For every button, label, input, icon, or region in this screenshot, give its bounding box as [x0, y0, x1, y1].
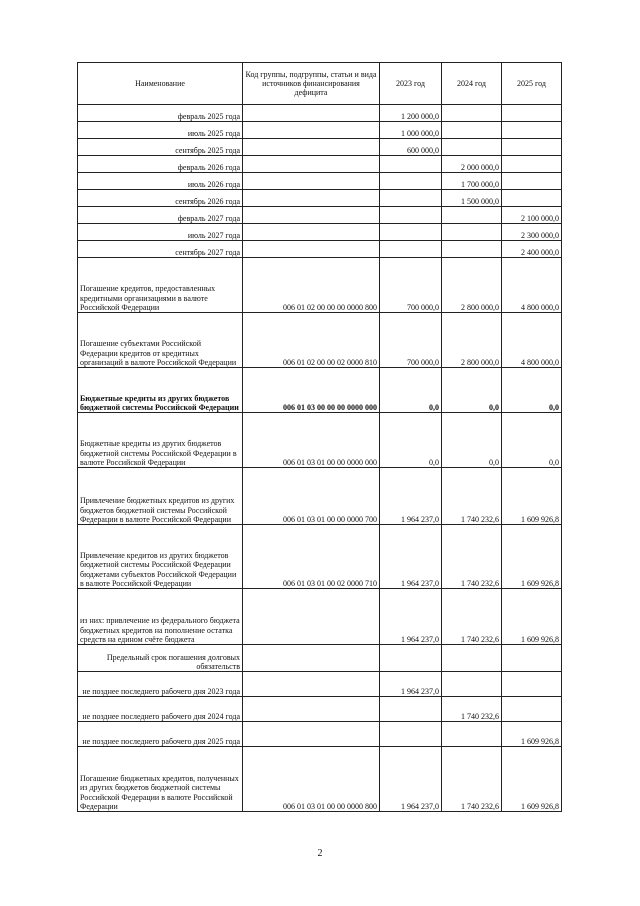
row-code [243, 207, 380, 224]
table-row [78, 672, 562, 697]
row-name: Погашение бюджетных кредитов, полученных из других бюджетов бюджетной системы Российской Федерации в валюте Российской Федерации [78, 747, 243, 812]
row-value-2024 [442, 105, 502, 122]
row-value-2024: 0,0 [442, 368, 502, 413]
row-name: Погашение кредитов, предоставленных кредитными организациями в валюте Российской Федерации [78, 258, 243, 313]
row-value-2024 [442, 672, 502, 697]
table-row [78, 241, 562, 258]
header-code: Код группы, подгруппы, статьи и вида источников финансирования дефицита [243, 63, 380, 105]
row-name: июль 2027 года [78, 224, 243, 241]
row-code: 006 01 03 01 00 02 0000 710 [243, 525, 380, 589]
header-year-2023: 2023 год [380, 63, 442, 105]
row-value-2024 [442, 241, 502, 258]
row-value-2023 [380, 190, 442, 207]
row-code [243, 241, 380, 258]
row-value-2024 [442, 207, 502, 224]
row-code: 006 01 03 01 00 00 0000 800 [243, 747, 380, 812]
table-row [78, 105, 562, 122]
row-value-2024: 0,0 [442, 413, 502, 468]
row-name: февраль 2026 года [78, 156, 243, 173]
row-name: Погашение субъектами Российской Федерации кредитов от кредитных организаций в валюте Российской Федерации [78, 313, 243, 368]
table-row [78, 589, 562, 645]
row-name: сентябрь 2027 года [78, 241, 243, 258]
row-code [243, 139, 380, 156]
row-code [243, 190, 380, 207]
row-value-2025: 0,0 [502, 413, 562, 468]
row-value-2024: 1 740 232,6 [442, 747, 502, 812]
row-code: 006 01 03 01 00 00 0000 700 [243, 468, 380, 525]
row-value-2023: 1 964 237,0 [380, 672, 442, 697]
row-value-2023 [380, 173, 442, 190]
row-value-2024: 2 800 000,0 [442, 313, 502, 368]
table-row [78, 468, 562, 525]
row-value-2023: 600 000,0 [380, 139, 442, 156]
row-code: 006 01 02 00 00 00 0000 800 [243, 258, 380, 313]
row-name: Предельный срок погашения долговых обязательств [78, 645, 243, 672]
row-value-2025: 4 800 000,0 [502, 313, 562, 368]
row-value-2023: 0,0 [380, 413, 442, 468]
row-name: июль 2026 года [78, 173, 243, 190]
row-value-2024: 1 740 232,6 [442, 468, 502, 525]
table-header-row [78, 63, 562, 105]
row-value-2025: 1 609 926,8 [502, 747, 562, 812]
row-name: февраль 2027 года [78, 207, 243, 224]
row-value-2025 [502, 139, 562, 156]
row-value-2023 [380, 645, 442, 672]
row-code [243, 722, 380, 747]
table-row [78, 156, 562, 173]
row-value-2024: 2 000 000,0 [442, 156, 502, 173]
row-value-2023 [380, 207, 442, 224]
row-value-2025 [502, 156, 562, 173]
row-value-2023 [380, 722, 442, 747]
table-row [78, 190, 562, 207]
row-value-2025: 2 300 000,0 [502, 224, 562, 241]
row-value-2024: 1 740 232,6 [442, 589, 502, 645]
row-name: Привлечение кредитов из других бюджетов бюджетной системы Российской Федерации бюджетами субъектов Российской Федерации в валюте Российской Федерации [78, 525, 243, 589]
row-code [243, 697, 380, 722]
row-value-2025: 1 609 926,8 [502, 468, 562, 525]
row-value-2025: 2 400 000,0 [502, 241, 562, 258]
table-row [78, 525, 562, 589]
row-value-2025: 4 800 000,0 [502, 258, 562, 313]
row-value-2023: 1 000 000,0 [380, 122, 442, 139]
row-name: февраль 2025 года [78, 105, 243, 122]
row-value-2025 [502, 190, 562, 207]
row-code [243, 173, 380, 190]
financing-table [77, 62, 562, 812]
row-name: июль 2025 года [78, 122, 243, 139]
table-row [78, 139, 562, 156]
row-value-2023: 0,0 [380, 368, 442, 413]
row-value-2025 [502, 697, 562, 722]
row-code [243, 645, 380, 672]
row-value-2024 [442, 139, 502, 156]
table-row [78, 722, 562, 747]
row-name: сентябрь 2025 года [78, 139, 243, 156]
row-code: 006 01 03 00 00 00 0000 000 [243, 368, 380, 413]
row-code [243, 589, 380, 645]
row-name: не позднее последнего рабочего дня 2024 года [78, 697, 243, 722]
row-name: не позднее последнего рабочего дня 2025 года [78, 722, 243, 747]
table-row [78, 645, 562, 672]
table-row [78, 173, 562, 190]
row-value-2023 [380, 224, 442, 241]
row-name: Бюджетные кредиты из других бюджетов бюджетной системы Российской Федерации [78, 368, 243, 413]
table-row [78, 207, 562, 224]
table-row [78, 258, 562, 313]
table-row [78, 697, 562, 722]
header-name: Наименование [78, 63, 243, 105]
row-value-2024: 1 500 000,0 [442, 190, 502, 207]
row-value-2024: 1 700 000,0 [442, 173, 502, 190]
row-value-2023: 1 200 000,0 [380, 105, 442, 122]
row-value-2024: 1 740 232,6 [442, 697, 502, 722]
table-row [78, 224, 562, 241]
row-value-2025: 2 100 000,0 [502, 207, 562, 224]
row-name: из них: привлечение из федерального бюджета бюджетных кредитов на пополнение остатка средств на едином счёте бюджета [78, 589, 243, 645]
table-row [78, 413, 562, 468]
row-value-2025: 1 609 926,8 [502, 722, 562, 747]
row-name: Бюджетные кредиты из других бюджетов бюджетной системы Российской Федерации в валюте Российской Федерации [78, 413, 243, 468]
row-value-2023: 1 964 237,0 [380, 525, 442, 589]
row-value-2025 [502, 105, 562, 122]
row-name: Привлечение бюджетных кредитов из других бюджетов бюджетной системы Российской Федерации в валюте Российской Федерации [78, 468, 243, 525]
row-value-2023: 1 964 237,0 [380, 468, 442, 525]
table-row [78, 368, 562, 413]
row-name: сентябрь 2026 года [78, 190, 243, 207]
row-value-2025: 1 609 926,8 [502, 589, 562, 645]
row-name: не позднее последнего рабочего дня 2023 года [78, 672, 243, 697]
row-code [243, 224, 380, 241]
row-value-2023: 1 964 237,0 [380, 747, 442, 812]
row-code [243, 672, 380, 697]
row-value-2024 [442, 722, 502, 747]
header-year-2025: 2025 год [502, 63, 562, 105]
row-value-2025 [502, 645, 562, 672]
page-number: 2 [317, 848, 323, 859]
table-row [78, 122, 562, 139]
row-value-2025 [502, 122, 562, 139]
header-year-2024: 2024 год [442, 63, 502, 105]
row-value-2024: 1 740 232,6 [442, 525, 502, 589]
row-value-2025 [502, 173, 562, 190]
row-value-2024: 2 800 000,0 [442, 258, 502, 313]
row-value-2025: 1 609 926,8 [502, 525, 562, 589]
row-code: 006 01 03 01 00 00 0000 000 [243, 413, 380, 468]
row-value-2023: 1 964 237,0 [380, 589, 442, 645]
table-row [78, 747, 562, 812]
row-value-2025: 0,0 [502, 368, 562, 413]
row-value-2024 [442, 122, 502, 139]
row-value-2024 [442, 645, 502, 672]
row-code [243, 156, 380, 173]
table-row [78, 313, 562, 368]
row-value-2024 [442, 224, 502, 241]
row-code [243, 105, 380, 122]
row-code: 006 01 02 00 00 02 0000 810 [243, 313, 380, 368]
row-value-2023: 700 000,0 [380, 313, 442, 368]
row-value-2023 [380, 241, 442, 258]
row-value-2023 [380, 697, 442, 722]
row-value-2023: 700 000,0 [380, 258, 442, 313]
row-code [243, 122, 380, 139]
row-value-2025 [502, 672, 562, 697]
row-value-2023 [380, 156, 442, 173]
